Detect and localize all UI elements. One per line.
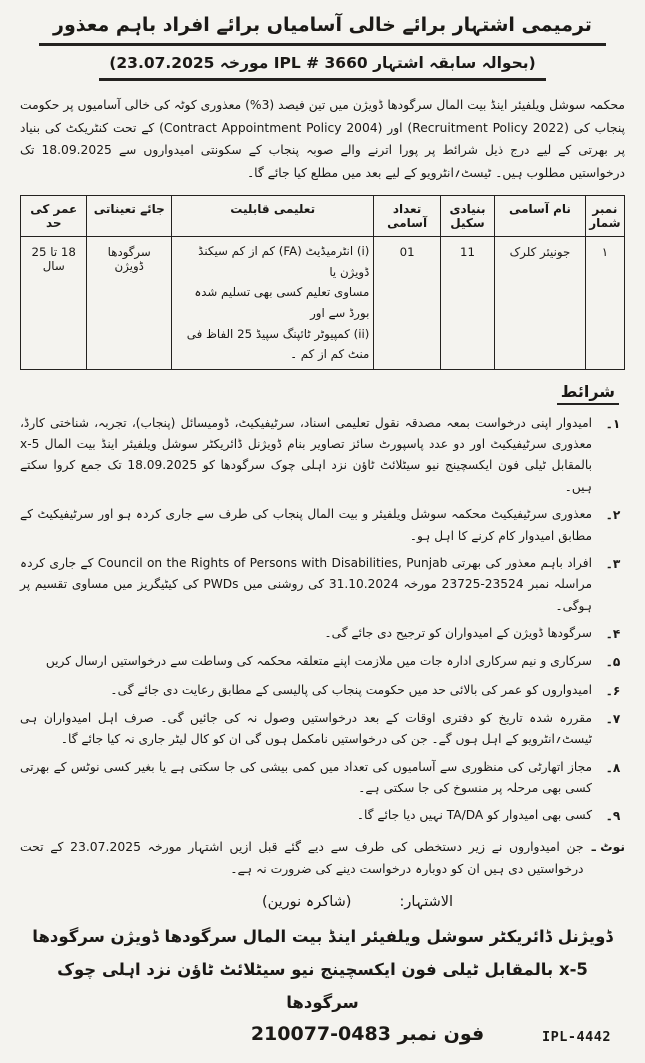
condition-number: ۲۔ — [605, 508, 621, 523]
cell-scale: 11 — [440, 236, 494, 369]
signature-label: الاشتہار: — [399, 894, 454, 911]
cell-qualification — [172, 236, 374, 369]
column-header-age: عمر کی حد — [21, 195, 87, 236]
footer — [20, 894, 625, 1057]
condition-text: افراد باہم معذور کی بھرتی Council on the Rights of Persons with Disabilities, Punjab کے جاری کردہ مراسلہ نمبر 23524-23725 مورخہ 31.10.2024 کی روشنی میں PWDs کی کیٹیگریز میں مساوی تقسیم پر ہوگی۔ — [20, 555, 592, 613]
table-row — [21, 236, 625, 369]
condition-item-5 — [20, 651, 625, 673]
qualification-line-3: (ii) کمپیوٹر ٹائپنگ سپیڈ 25 الفاظ فی منٹ کم از کم ۔ — [186, 326, 370, 362]
office-address-line: x-5 بالمقابل ٹیلی فون ایکسچینج نیو سیٹلائٹ ٹاؤن نزد اہلی چوک سرگودھا — [57, 960, 588, 1013]
cell-count: 01 — [374, 236, 440, 369]
column-header-scale: بنیادی سکیل — [440, 195, 494, 236]
cell-serial: ۱ — [585, 236, 624, 369]
note-label: نوٹ ـ — [591, 838, 625, 854]
condition-number: ۱۔ — [605, 416, 621, 431]
phone-row — [20, 1023, 625, 1057]
qualification-line-2: مساوی تعلیم کسی بھی تسلیم شدہ بورڈ سے اور — [194, 285, 370, 320]
intro-paragraph: محکمہ سوشل ویلفیئر اینڈ بیت المال سرگودھا ڈویژن میں تین فیصد (3%) معذوری کوٹہ کی خالی آسامیوں پر حکومت پنجاب کی (Recruitment Policy 2022) اور (Contract Appointment Policy 2004) کے تحت کنٹریکٹ کی بنیاد پر بھرتی کے لیے درج ذیل شرائط پر پورا اترنے والے صوبہ پنجاب کے سکونتی امیدواروں سے 18.09.2025 تک درخواستیں مطلوب ہیں۔ ٹیسٹ؍انٹرویو کے لیے بعد میں مطلع کیا جائے گا۔ — [20, 98, 626, 181]
condition-item-4 — [20, 623, 625, 645]
office-title-line: ڈویژنل ڈائریکٹر سوشل ویلفیئر اینڈ بیت المال سرگودھا ڈویژن سرگودھا — [32, 927, 613, 947]
reference-line: (بحوالہ سابقہ اشتہار IPL # 3660 مورخہ 23.07.2025) — [99, 49, 545, 81]
note-section — [20, 836, 625, 881]
condition-item-7 — [20, 708, 625, 751]
condition-item-8 — [20, 757, 625, 800]
condition-text: معذوری سرٹیفیکیٹ محکمہ سوشل ویلفیئر و بیت المال پنجاب کی طرف سے جاری کردہ ہو اور سرٹیفیکیٹ کے مطابق امیدوار کام کرنے کا اہل ہو۔ — [20, 507, 592, 543]
condition-number: ۴۔ — [605, 626, 621, 641]
page-title: ترمیمی اشتہار برائے خالی آسامیاں برائے افراد باہم معذور — [39, 14, 606, 46]
cell-age: 18 تا 25 سال — [21, 236, 87, 369]
conditions-section — [20, 380, 625, 828]
vacancy-table — [20, 195, 625, 370]
qualification-line-1: (i) انٹرمیڈیٹ (FA) کم از کم سیکنڈ ڈویژن یا — [198, 243, 370, 279]
condition-number: ۳۔ — [605, 556, 621, 571]
header — [20, 10, 625, 81]
condition-number: ۶۔ — [605, 683, 621, 698]
condition-number: ۷۔ — [605, 711, 621, 726]
column-header-qualification: تعلیمی قابلیت — [172, 195, 374, 236]
condition-item-1 — [20, 413, 625, 498]
cell-post: جونیئر کلرک — [495, 236, 586, 369]
condition-item-6 — [20, 680, 625, 702]
condition-text: مقررہ شدہ تاریخ کو دفتری اوقات کے بعد درخواستیں وصول نہ کی جائیں گی۔ صرف اہل امیدواران ہی ٹیسٹ؍انٹرویو کے اہل ہوں گے۔ جن کی درخواستیں نامکمل ہوں گی ان کو کال لیٹر جاری نہ کیا جائے گا۔ — [20, 710, 592, 747]
condition-number: ۸۔ — [605, 760, 621, 775]
note-text: جن امیدواروں نے زیر دستخطی کی طرف سے دیے گئے قبل ازیں اشتہار مورخہ 23.07.2025 کے تحت درخواستیں دی ہیں ان کو دوبارہ درخواست دینے کی ضرورت نہ ہے۔ — [20, 838, 584, 876]
signature-row — [20, 894, 625, 910]
column-header-serial: نمبر شمار — [585, 195, 624, 236]
table-header-row — [21, 195, 625, 236]
condition-number: ۹۔ — [605, 809, 621, 824]
condition-number: ۵۔ — [605, 655, 621, 670]
signature-name: (شاکرہ نورین) — [261, 894, 352, 911]
condition-text: سرکاری و نیم سرکاری ادارہ جات میں ملازمت اپنے متعلقہ محکمہ کی وساطت سے درخواستیں ارسال کریں — [45, 654, 592, 669]
ipl-code: IPL-4442 — [541, 1029, 611, 1046]
condition-item-9 — [20, 805, 625, 827]
phone-number: فون نمبر 0483-210077 — [250, 1023, 485, 1046]
column-header-count: تعداد آسامی — [374, 195, 440, 236]
condition-text: کسی بھی امیدوار کو TA/DA نہیں دیا جائے گا۔ — [356, 808, 592, 823]
condition-item-3 — [20, 553, 625, 617]
condition-text: امیدواروں کو عمر کی بالائی حد میں حکومت پنجاب کی پالیسی کے مطابق رعایت دی جائے گی۔ — [110, 682, 592, 697]
column-header-post: نام آسامی — [495, 195, 586, 236]
column-header-posting: جائے تعیناتی — [87, 195, 172, 236]
condition-text: مجاز اتھارٹی کی منظوری سے آسامیوں کی تعداد میں کمی بیشی کی جا سکتی ہے یا بغیر کسی نوٹس کے بھرتی کسی بھی مرحلہ پر منسوخ کی جا سکتی ہے۔ — [20, 759, 592, 795]
cell-posting: سرگودھا ڈویژن — [87, 236, 172, 369]
condition-text: سرگودھا ڈویژن کے امیدواران کو ترجیح دی جائے گی۔ — [324, 625, 592, 640]
condition-item-2 — [20, 504, 625, 547]
conditions-heading: شرائط — [557, 382, 619, 405]
condition-text: امیدوار اپنی درخواست بمعہ مصدقہ نقول تعلیمی اسناد، سرٹیفیکیٹ، ڈومیسائل (پنجاب)، تجربہ، شناختی کارڈ، معذوری سرٹیفیکیٹ اور دو عدد پاسپورٹ سائز تصاویر بنام ڈویژنل ڈائریکٹر سوشل ویلفیئر اینڈ بیت المال x-5 بالمقابل ٹیلی فون ایکسچینج نیو سیٹلائٹ ٹاؤن نزد اہلی چوک سرگودھا کو 18.09.2025 تک جمع کروا سکتے ہیں۔ — [20, 415, 592, 494]
